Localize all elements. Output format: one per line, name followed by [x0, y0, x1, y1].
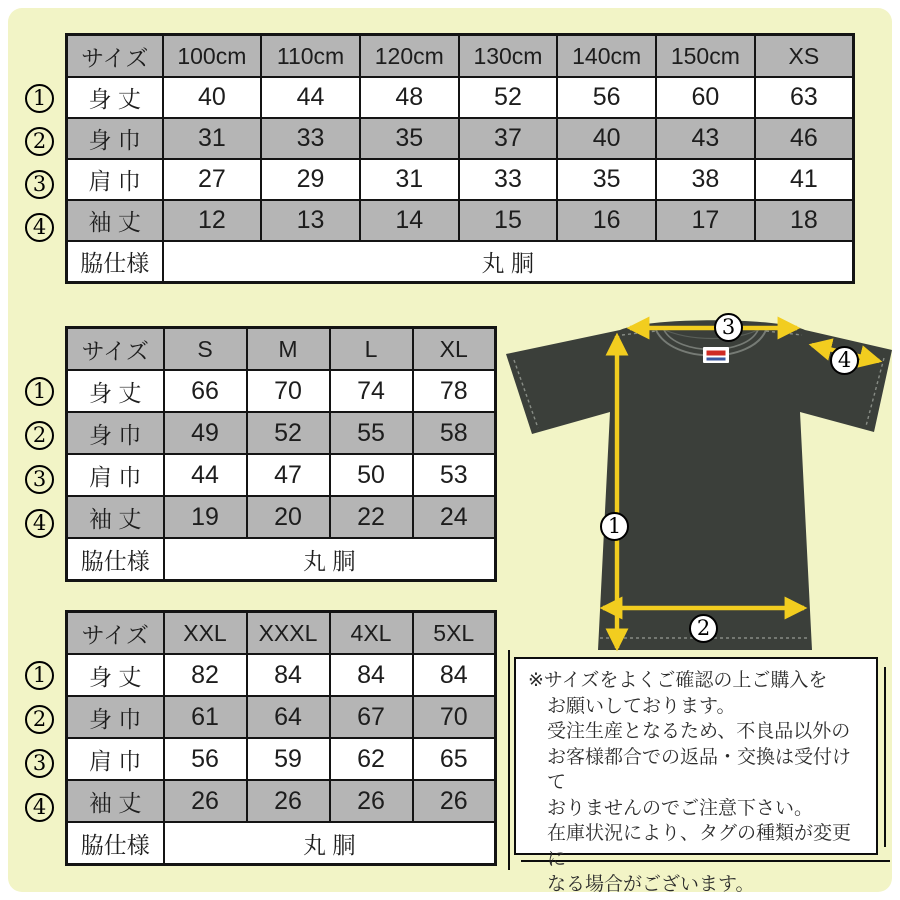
size-value-cell: 52 [459, 77, 558, 118]
size-table-adult-sizes [65, 326, 497, 582]
side-spec-value: 丸 胴 [164, 822, 496, 865]
size-column-header: 130cm [459, 35, 558, 78]
size-column-header: M [247, 328, 330, 371]
size-column-header: 150cm [656, 35, 755, 78]
size-value-cell: 40 [557, 118, 656, 159]
size-value-cell: 26 [413, 780, 496, 822]
size-value-cell: 15 [459, 200, 558, 241]
size-column-header: XXL [164, 612, 247, 655]
row-label: 身 丈 [67, 370, 164, 412]
size-value-cell: 26 [164, 780, 247, 822]
row-marker-2: 2 [25, 127, 54, 156]
size-value-cell: 84 [330, 654, 413, 696]
notice-frame-left [508, 650, 510, 870]
size-value-cell: 22 [330, 496, 413, 538]
row-label: 身 巾 [67, 118, 163, 159]
size-value-cell: 48 [360, 77, 459, 118]
side-spec-value: 丸 胴 [163, 241, 854, 283]
size-column-header: XL [413, 328, 496, 371]
size-value-cell: 62 [330, 738, 413, 780]
size-table-kids-sizes [65, 33, 855, 284]
size-value-cell: 13 [261, 200, 360, 241]
size-value-cell: 53 [413, 454, 496, 496]
notice-line: おりませんのでご注意下さい。 [547, 797, 814, 819]
size-value-cell: 55 [330, 412, 413, 454]
size-value-cell: 35 [557, 159, 656, 200]
row-label: 身 丈 [67, 77, 163, 118]
side-spec-label: 脇仕様 [67, 822, 164, 865]
row-marker-4: 4 [25, 793, 54, 822]
size-value-cell: 65 [413, 738, 496, 780]
size-column-header: 120cm [360, 35, 459, 78]
row-marker-4: 4 [25, 509, 54, 538]
row-label: 肩 巾 [67, 454, 164, 496]
size-value-cell: 29 [261, 159, 360, 200]
size-value-cell: 20 [247, 496, 330, 538]
size-value-cell: 74 [330, 370, 413, 412]
size-value-cell: 66 [164, 370, 247, 412]
marker-2-body-width: 2 [689, 614, 718, 643]
row-label: 肩 巾 [67, 159, 163, 200]
size-value-cell: 19 [164, 496, 247, 538]
size-value-cell: 38 [656, 159, 755, 200]
brand-tag [703, 347, 729, 363]
size-value-cell: 37 [459, 118, 558, 159]
marker-3-shoulder-width: 3 [714, 313, 743, 342]
row-label: 肩 巾 [67, 738, 164, 780]
row-label: 身 丈 [67, 654, 164, 696]
row-marker-3: 3 [25, 465, 54, 494]
side-spec-label: 脇仕様 [67, 241, 163, 283]
row-marker-3: 3 [25, 749, 54, 778]
size-value-cell: 31 [360, 159, 459, 200]
size-value-cell: 44 [261, 77, 360, 118]
size-column-header: 5XL [413, 612, 496, 655]
row-marker-2: 2 [25, 421, 54, 450]
size-value-cell: 50 [330, 454, 413, 496]
size-value-cell: 56 [164, 738, 247, 780]
size-value-cell: 33 [459, 159, 558, 200]
size-column-header: 4XL [330, 612, 413, 655]
size-column-header: 100cm [163, 35, 262, 78]
notice-line: なる場合がございます。 [547, 874, 755, 895]
notice-line: お願いしております。 [547, 695, 736, 717]
size-column-header: 110cm [261, 35, 360, 78]
size-value-cell: 78 [413, 370, 496, 412]
row-label: 袖 丈 [67, 496, 164, 538]
row-marker-2: 2 [25, 705, 54, 734]
size-value-cell: 70 [247, 370, 330, 412]
size-column-header: XXXL [247, 612, 330, 655]
size-value-cell: 60 [656, 77, 755, 118]
size-value-cell: 18 [755, 200, 854, 241]
size-value-cell: 33 [261, 118, 360, 159]
size-value-cell: 70 [413, 696, 496, 738]
row-marker-1: 1 [25, 84, 54, 113]
size-value-cell: 59 [247, 738, 330, 780]
size-header-label: サイズ [67, 35, 163, 78]
size-value-cell: 44 [164, 454, 247, 496]
size-header-label: サイズ [67, 328, 164, 371]
row-label: 袖 丈 [67, 200, 163, 241]
size-value-cell: 26 [330, 780, 413, 822]
size-value-cell: 46 [755, 118, 854, 159]
size-value-cell: 40 [163, 77, 262, 118]
tshirt-diagram [500, 300, 900, 672]
side-spec-value: 丸 胴 [164, 538, 496, 581]
size-value-cell: 84 [247, 654, 330, 696]
row-label: 身 巾 [67, 412, 164, 454]
size-value-cell: 61 [164, 696, 247, 738]
size-column-header: 140cm [557, 35, 656, 78]
side-spec-label: 脇仕様 [67, 538, 164, 581]
size-value-cell: 27 [163, 159, 262, 200]
size-column-header: L [330, 328, 413, 371]
marker-1-body-length: 1 [600, 512, 629, 541]
size-value-cell: 58 [413, 412, 496, 454]
size-column-header: S [164, 328, 247, 371]
size-value-cell: 31 [163, 118, 262, 159]
size-value-cell: 64 [247, 696, 330, 738]
size-value-cell: 52 [247, 412, 330, 454]
size-value-cell: 26 [247, 780, 330, 822]
size-table-big-sizes [65, 610, 497, 866]
row-marker-4: 4 [25, 213, 54, 242]
size-header-label: サイズ [67, 612, 164, 655]
size-value-cell: 82 [164, 654, 247, 696]
size-value-cell: 41 [755, 159, 854, 200]
notice-line: お客様都合での返品・交換は受付けて [547, 746, 852, 793]
size-value-cell: 84 [413, 654, 496, 696]
size-value-cell: 24 [413, 496, 496, 538]
size-value-cell: 67 [330, 696, 413, 738]
purchase-notice [514, 657, 878, 895]
size-value-cell: 56 [557, 77, 656, 118]
size-value-cell: 63 [755, 77, 854, 118]
row-label: 袖 丈 [67, 780, 164, 822]
notice-line: 受注生産となるため、不良品以外の [547, 721, 851, 742]
size-value-cell: 47 [247, 454, 330, 496]
row-marker-3: 3 [25, 170, 54, 199]
notice-frame-right [884, 667, 886, 847]
size-value-cell: 16 [557, 200, 656, 241]
size-value-cell: 14 [360, 200, 459, 241]
size-value-cell: 49 [164, 412, 247, 454]
notice-line: ※サイズをよくご確認の上ご購入を [528, 670, 828, 691]
row-marker-1: 1 [25, 377, 54, 406]
size-value-cell: 35 [360, 118, 459, 159]
marker-4-sleeve-length: 4 [830, 346, 859, 375]
size-value-cell: 43 [656, 118, 755, 159]
size-value-cell: 17 [656, 200, 755, 241]
size-value-cell: 12 [163, 200, 262, 241]
size-column-header: XS [755, 35, 854, 78]
row-label: 身 巾 [67, 696, 164, 738]
row-marker-1: 1 [25, 661, 54, 690]
notice-line: 在庫状況により、タグの種類が変更に [547, 823, 852, 870]
